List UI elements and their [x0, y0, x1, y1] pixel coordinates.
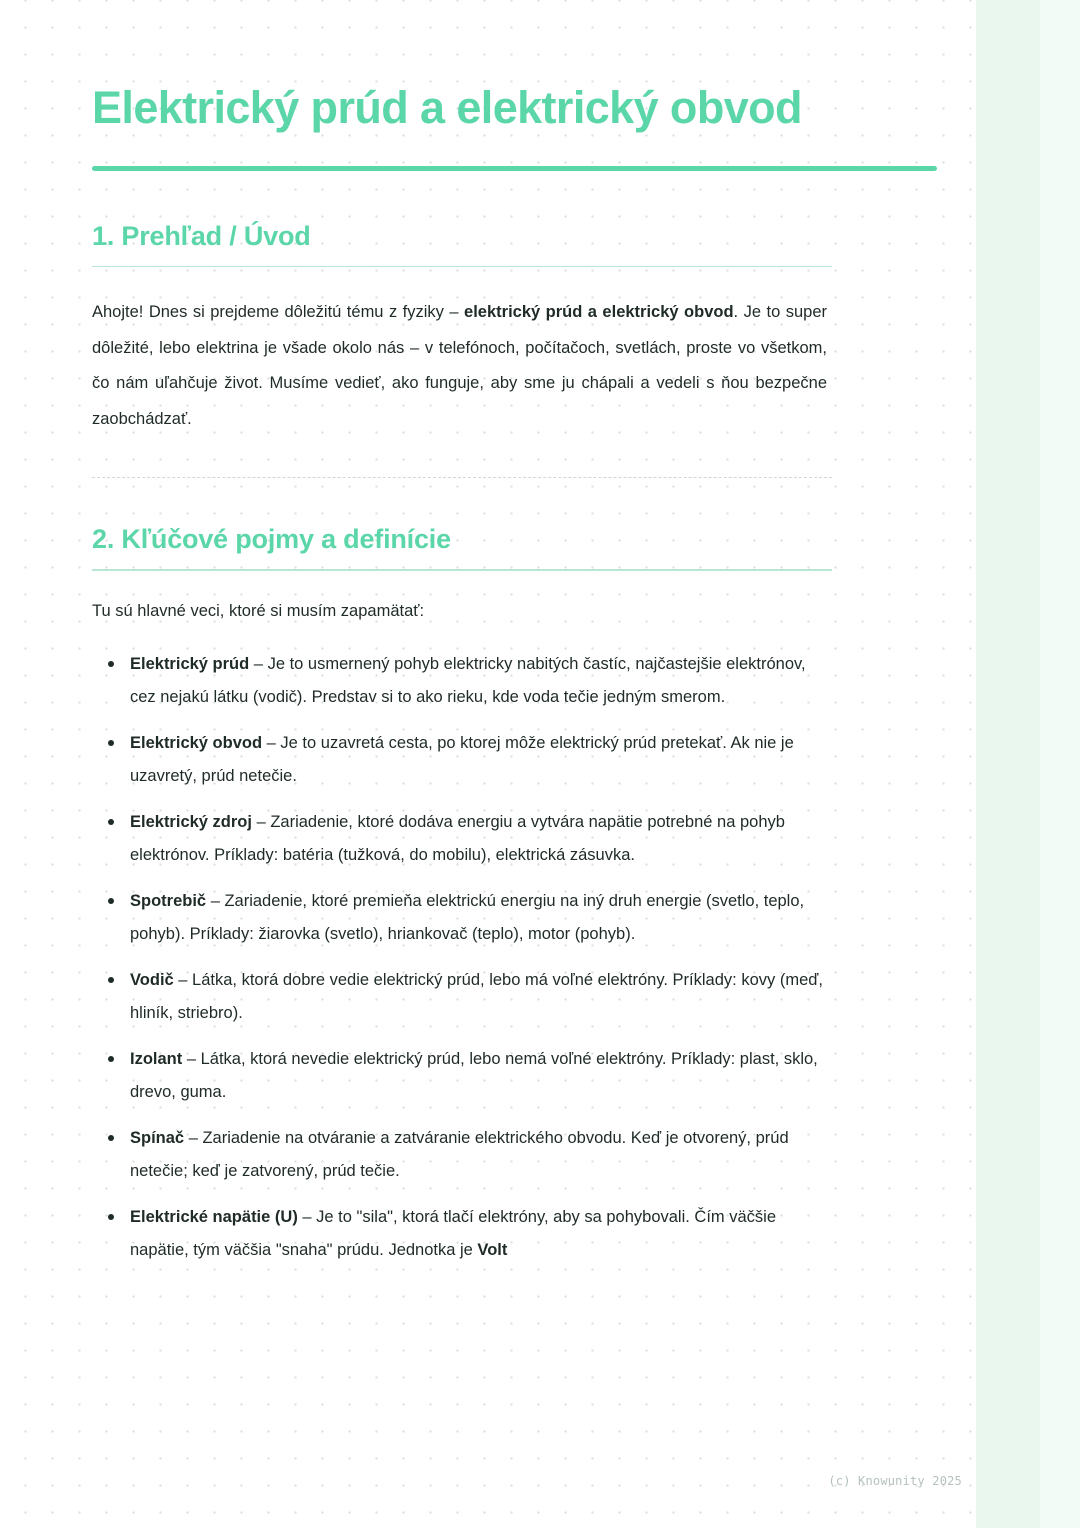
- page-side-band-inner: [1040, 0, 1080, 1528]
- intro-paragraph: Ahojte! Dnes si prejdeme dôležitú tému z fyziky – elektrický prúd a elektrický obvod. Je to super dôležité, lebo elektrina je všade okolo nás – v telefónoch, počítačoch, svetlách, proste vo všetkom, čo nám uľahčuje život. Musíme vedieť, ako funguje, aby sme ju chápali a vedeli s ňou bezpečne zaobchádzať.: [92, 303, 827, 428]
- section-heading-2: 2. Kľúčové pojmy a definície: [92, 524, 451, 555]
- document-content: [92, 76, 832, 1280]
- section-heading-underline-1: [92, 266, 832, 268]
- list-item: Elektrický zdroj – Zariadenie, ktoré dodáva energiu a vytvára napätie potrebné na pohyb elektrónov. Príklady: batéria (tužková, do mobilu), elektrická zásuvka.: [126, 806, 832, 871]
- list-item: Izolant – Látka, ktorá nevedie elektrický prúd, lebo nemá voľné elektróny. Príklady: plast, sklo, drevo, guma.: [126, 1043, 832, 1108]
- section-prehlad: [92, 221, 832, 437]
- list-item: Vodič – Látka, ktorá dobre vedie elektrický prúd, lebo má voľné elektróny. Príklady: kovy (meď, hliník, striebro).: [126, 964, 832, 1029]
- page-title: Elektrický prúd a elektrický obvod: [92, 82, 802, 133]
- list-item: Elektrický obvod – Je to uzavretá cesta, po ktorej môže elektrický prúd pretekať. Ak nie je uzavretý, prúd netečie.: [126, 727, 832, 792]
- list-item: Spotrebič – Zariadenie, ktoré premieňa elektrickú energiu na iný druh energie (svetlo, teplo, pohyb). Príklady: žiarovka (svetlo), hriankovač (teplo), motor (pohyb).: [126, 885, 832, 950]
- list-item: Elektrické napätie (U) – Je to "sila", ktorá tlačí elektróny, aby sa pohybovali. Čím väčšie napätie, tým väčšia "snaha" prúdu. Jednotka je Volt: [126, 1201, 832, 1266]
- terms-lead-text: Tu sú hlavné veci, ktoré si musím zapamätať:: [92, 601, 425, 620]
- title-underline: [92, 166, 937, 171]
- list-item: Elektrický prúd – Je to usmernený pohyb elektricky nabitých častíc, najčastejšie elektrónov, cez nejakú látku (vodič). Predstav si to ako rieku, kde voda tečie jedným smerom.: [126, 648, 832, 713]
- page-side-band-divider: [973, 0, 976, 1528]
- section-heading-underline-2: [92, 569, 832, 571]
- section-divider: [92, 477, 832, 478]
- section-pojmy: [92, 524, 832, 1266]
- section-heading-1: 1. Prehľad / Úvod: [92, 220, 311, 251]
- copyright-watermark: (c) Knowunity 2025: [828, 1474, 962, 1488]
- list-item: Spínač – Zariadenie na otváranie a zatváranie elektrického obvodu. Keď je otvorený, prúd netečie; keď je zatvorený, prúd tečie.: [126, 1122, 832, 1187]
- terms-list: [92, 648, 832, 1266]
